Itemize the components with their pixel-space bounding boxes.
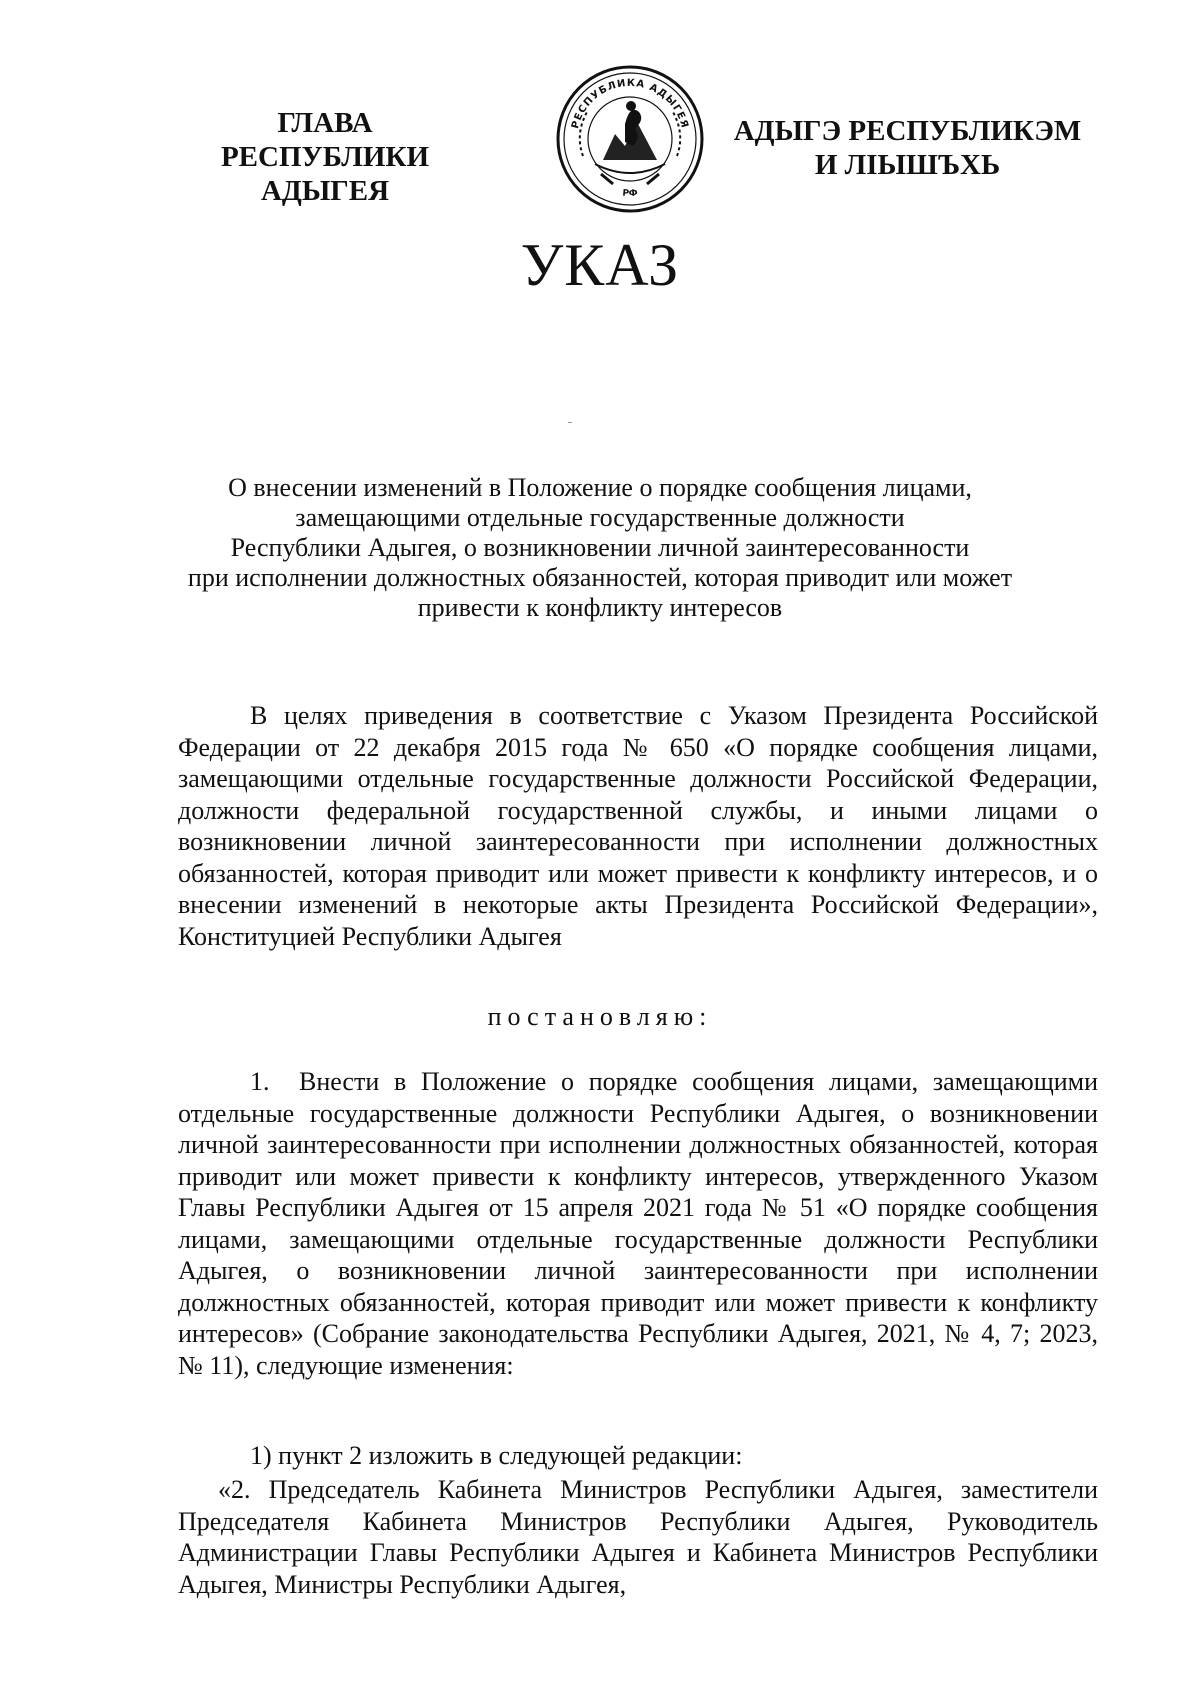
subject-line: при исполнении должностных обязанностей, которая приводит или может [187, 563, 1013, 592]
header-left [160, 106, 490, 208]
subject-line: О внесении изменений в Положение о порядке сообщения лицами, [228, 473, 972, 502]
header-left-line2: РЕСПУБЛИКИ АДЫГЕЯ [220, 141, 430, 207]
subject-line: замещающими отдельные государственные должности [295, 503, 905, 532]
emblem-caption-bottom: РФ [621, 188, 638, 200]
adygea-coat-of-arms-icon [555, 64, 705, 214]
header-right [730, 114, 1085, 182]
quote-text: «2. Председатель Кабинета Министров Республики Адыгея, заместители Председателя Кабинета Министров Республики Адыгея, Руководитель Администрации Главы Республики Адыгея и Кабинета Министров Республики Адыгея, Министры Республики Адыгея, [178, 1475, 1098, 1599]
document-subject [140, 473, 1060, 623]
quote-paragraph [178, 1474, 1098, 1600]
subitem-1: 1) пункт 2 изложить в следующей редакции: [250, 1441, 743, 1470]
document-title: УКАЗ [520, 232, 680, 298]
item-1-text: Внести в Положение о порядке сообщения лицами, замещающими отдельные государственные должности Республики Адыгея, о возникновении личной заинтересованности при исполнении должностных обязанностей, которая приводит или может привести к конфликту интересов, утвержденного Указом Главы Республики Адыгея от 15 апреля 2021 года № 51 «О порядке сообщения лицами, замещающими отдельные государственные должности Республики Адыгея, о возникновении личной заинтересованности при исполнении должностных обязанностей, которая приводит или может привести к конфликту интересов» (Собрание законодательства Республики Адыгея, 2021, № 4, 7; 2023, № 11), следующие изменения: [178, 1067, 1099, 1380]
header-right-line2: И ЛІЫШЪХЬ [814, 149, 1001, 181]
emblem-caption-top: РЕСПУБЛИКА АДЫГЕЯ [570, 77, 690, 130]
item-1-paragraph [178, 1066, 1098, 1381]
svg-text:РФ [622, 188, 638, 199]
header-left-line1: ГЛАВА [277, 107, 373, 139]
item-1-number: 1. [250, 1067, 270, 1096]
resolve-word: постановляю: [487, 1002, 713, 1031]
preamble-paragraph [178, 700, 1098, 952]
subject-line: привести к конфликту интересов [417, 593, 783, 622]
divider-mark [568, 422, 572, 423]
preamble-text: В целях приведения в соответствие с Указом Президента Российской Федерации от 22 декабря 2015 года № 650 «О порядке сообщения лицами, замещающими отдельные государственные должности Российской Федерации, должности федеральной государственной службы, и иными лицами о возникновении личной заинтересованности при исполнении должностных обязанностей, которая приводит или может привести к конфликту интересов, и о внесении изменений в некоторые акты Президента Российской Федерации», Конституцией Республики Адыгея [178, 701, 1098, 951]
subject-line: Республики Адыгея, о возникновении личной заинтересованности [230, 533, 970, 562]
header-right-line1: АДЫГЭ РЕСПУБЛИКЭМ [733, 115, 1082, 147]
